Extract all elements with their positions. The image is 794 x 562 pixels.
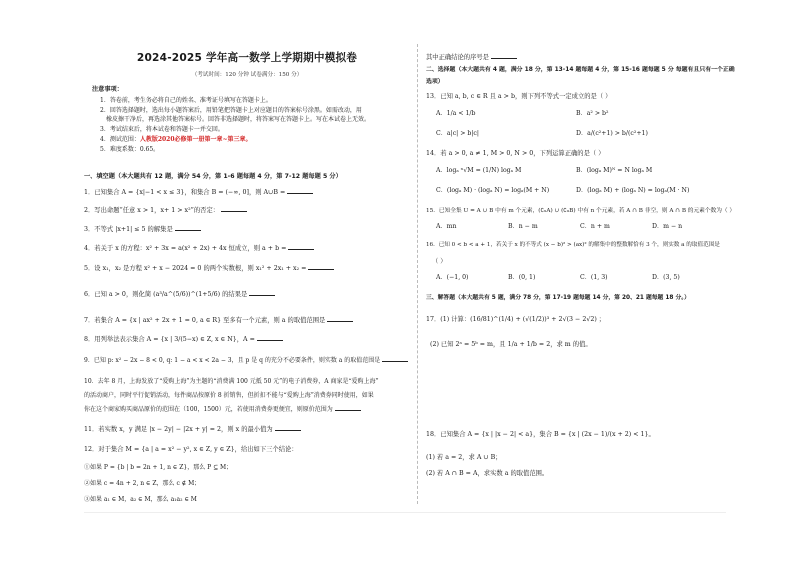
- answer-blank[interactable]: [308, 264, 334, 270]
- question-9: [84, 355, 408, 364]
- option-a[interactable]: A．logₐ ⁿ√M = (1/N) logₐ M: [436, 167, 522, 174]
- section-fill-heading: 一、填空题（本大题共有 12 题，满分 54 分，第 1-6 题每题 4 分，第 7-12 题每题 5 分）: [84, 173, 342, 180]
- option-b[interactable]: B．a² > b²: [576, 110, 609, 117]
- question-11: [84, 424, 301, 433]
- question-4: [84, 243, 314, 252]
- note-label: 4．测试范围：: [100, 135, 140, 143]
- answer-blank[interactable]: [257, 335, 283, 341]
- question-18-part2: (2) 若 A ∩ B = A，求实数 a 的取值范围。: [426, 470, 549, 477]
- statement-1: ①如果 P = {b | b = 2n + 1, n ∈ Z}，那么 P ⊆ M；: [84, 464, 233, 471]
- question-15: 15．已知全集 U = A ∪ B 中有 m 个元素，(∁ᵤA) ∪ (∁ᵤB) 中有 n 个元素，若 A ∩ B 非空，则 A ∩ B 的元素个数为（ ）: [426, 208, 736, 214]
- question-17-part2: (2) 已知 2ᵃ = 5ᵇ = m，且 1/a + 1/b = 2，求 m 的值。: [430, 341, 592, 348]
- question-5: [84, 263, 334, 272]
- option-b[interactable]: B．(0, 1): [508, 274, 536, 281]
- option-d[interactable]: D．m − n: [652, 223, 683, 230]
- answer-blank[interactable]: [491, 53, 517, 59]
- question-18-part1: (1) 若 a = 2，求 A ∪ B；: [426, 454, 502, 461]
- option-a[interactable]: A．mn: [436, 223, 457, 230]
- question-text: 4．若关于 x 的方程：x² + 3x = a(x² + 2x) + 4x 恒成立，则 a + b =: [84, 245, 287, 252]
- question-7: [84, 315, 353, 324]
- question-3: [84, 224, 201, 233]
- answer-blank[interactable]: [335, 405, 361, 411]
- column-divider: [417, 44, 418, 504]
- question-18: 18．已知集合 A = {x | |x − 2| < a}，集合 B = {x | (2x − 1)/(x + 2) < 1}。: [426, 431, 655, 438]
- option-c[interactable]: C．a|c| > b|c|: [436, 130, 479, 137]
- question-10-line2: 的活动商户，同时平行促销活动，每件商品按原价 8 折销售，但折扣不能与“爱购上海”消费券同时使用，如果: [84, 392, 374, 399]
- section-answer-heading: 三、解答题（本大题共有 5 题，满分 78 分，第 17-19 题每题 14 分，第 20、21 题每题 18 分。）: [426, 295, 690, 301]
- question-10-line3: [84, 404, 361, 413]
- question-text: 9．已知 p: x² − 2x − 8 < 0, q: 1 − a < x < 2a − 3，且 p 是 q 的充分不必要条件，则实数 a 的取值范围是: [84, 357, 381, 364]
- question-6: [84, 289, 275, 298]
- option-c[interactable]: C．n + m: [580, 223, 610, 230]
- question-2: [84, 205, 247, 214]
- question-1: [84, 187, 313, 196]
- question-text: 5．设 x₁，x₂ 是方程 x² + x − 2024 = 0 的两个实数根，则 x₁² + 2x₁ + x₂ =: [84, 265, 307, 272]
- question-8: [84, 334, 283, 343]
- answer-blank[interactable]: [175, 225, 201, 231]
- question-12: 12．对于集合 M = {a | a = x² − y², x ∈ Z, y ∈ Z}，给出如下三个结论：: [84, 446, 298, 453]
- notes-heading: 注意事项：: [92, 86, 123, 93]
- option-a[interactable]: A．(−1, 0): [436, 274, 469, 281]
- note-item: 橡皮擦干净后，再选涂其他答案标号。回答非选择题时，将答案写在答题卡上。写在本试卷上无效。: [106, 116, 371, 124]
- question-text: 你在这个商家购买商品原价的范围在（100，1500）元，若使用消费券更便宜，则原价范围为: [84, 406, 333, 413]
- statement-3: ③如果 a₁ ∈ M，a₂ ∈ M，那么 a₁a₂ ∈ M: [84, 496, 197, 503]
- note-item: [100, 135, 404, 145]
- option-b[interactable]: B．n − m: [508, 223, 538, 230]
- option-b[interactable]: B．(logₐ M)ᴺ = N logₐ M: [576, 167, 653, 174]
- notes-list: [100, 96, 404, 154]
- page-subtitle: （考试时间：120 分钟 试卷满分：150 分）: [191, 72, 303, 78]
- question-text: 7．若集合 A = {x | ax² + 2x + 1 = 0, a ∈ R} 至多有一个元素，则 a 的取值范围是: [84, 317, 326, 324]
- option-d[interactable]: D．(3, 5): [652, 274, 680, 281]
- option-d[interactable]: D．(logₐ M) + (logₐ N) = logₐ(M · N): [576, 187, 690, 194]
- answer-blank[interactable]: [221, 206, 247, 212]
- question-text: 6．已知 a > 0，则化简 (a³/a^(5/6))^(1+5/6) 的结果是: [84, 291, 248, 298]
- question-10-line1: 10．去年 8 月，上海发放了“爱购上海”为主题的“消费满 100 元抵 50 元”的电子消费券，A 商家是“爱购上海”: [84, 378, 379, 385]
- question-16: 16．已知 0 < b < a + 1，若关于 x 的不等式 (x − b)² > (ax)² 的解集中的整数解恰有 3 个，则实数 a 的取值范围是: [426, 242, 720, 248]
- note-item: 5．难度系数：0.65。: [100, 145, 160, 153]
- answer-blank[interactable]: [327, 316, 353, 322]
- question-16-paren: （ ）: [432, 258, 447, 265]
- question-13: 13．已知 a, b, c ∈ R 且 a > b，则下列不等式一定成立的是（ ）: [426, 93, 612, 100]
- question-14: 14．若 a > 0, a ≠ 1, M > 0, N > 0，下列运算正确的是（ ）: [426, 150, 605, 157]
- note-item: 2．回答选择题时，选出每小题答案后，用铅笔把答题卡上对应题目的答案标号涂黑。如需改动，用: [100, 106, 362, 114]
- question-text: 2．写出命题“任意 x > 1，x+ 1 > x²”的否定：: [84, 207, 220, 214]
- question-17: 17．(1) 计算：(16/81)^(1/4) + (√(1/2))³ + 2√(3 − 2√2) ；: [426, 316, 606, 323]
- option-a[interactable]: A．1/a < 1/b: [436, 110, 476, 117]
- question-text: 8．用列举法表示集合 A = {x | 3/(5−x) ∈ Z, x ∈ N}，A =: [84, 336, 255, 343]
- note-range: 人教版2020必修第一册第一章~第三章。: [139, 135, 252, 143]
- section-choice-heading: 二、选择题（本大题共有 4 题，满分 18 分，第 13-14 题每题 4 分，第 15-16 题每题 5 分 每题有且只有一个正确: [426, 67, 735, 73]
- option-c[interactable]: C．(logₐ M) · (logₐ N) = logₐ(M + N): [436, 187, 550, 194]
- option-d[interactable]: D．a/(c²+1) > b/(c²+1): [576, 130, 648, 137]
- section-choice-heading-cont: 选项）: [426, 79, 444, 85]
- footer-rule: [84, 512, 726, 513]
- answer-blank[interactable]: [288, 244, 314, 250]
- answer-blank[interactable]: [275, 425, 301, 431]
- answer-blank[interactable]: [249, 290, 275, 296]
- page-title: 2024-2025 学年高一数学上学期期中模拟卷: [136, 52, 358, 64]
- question-12-tail: [426, 52, 517, 61]
- statement-2: ②如果 c = 4n + 2, n ∈ Z，那么 c ∉ M；: [84, 480, 201, 487]
- question-text: 其中正确结论的序号是: [426, 54, 489, 61]
- question-text: 3．不等式 |x+1| ≤ 5 的解集是: [84, 226, 173, 233]
- note-item: 3．考试结束后，将本试卷和答题卡一并交回。: [100, 126, 224, 134]
- question-text: 11．若实数 x，y 满足 |x − 2y| − |2x + y| = 2，则 x 的最小值为: [84, 426, 273, 433]
- note-item: 1．答卷前，考生务必将自己的姓名、准考证号填写在答题卡上。: [100, 97, 272, 104]
- answer-blank[interactable]: [382, 356, 408, 362]
- question-text: 1．已知集合 A = {x|−1 < x ≤ 3}，和集合 B = (−∞, 0]，则 A∪B =: [84, 189, 286, 196]
- option-c[interactable]: C．(1, 3): [580, 274, 608, 281]
- answer-blank[interactable]: [287, 188, 313, 194]
